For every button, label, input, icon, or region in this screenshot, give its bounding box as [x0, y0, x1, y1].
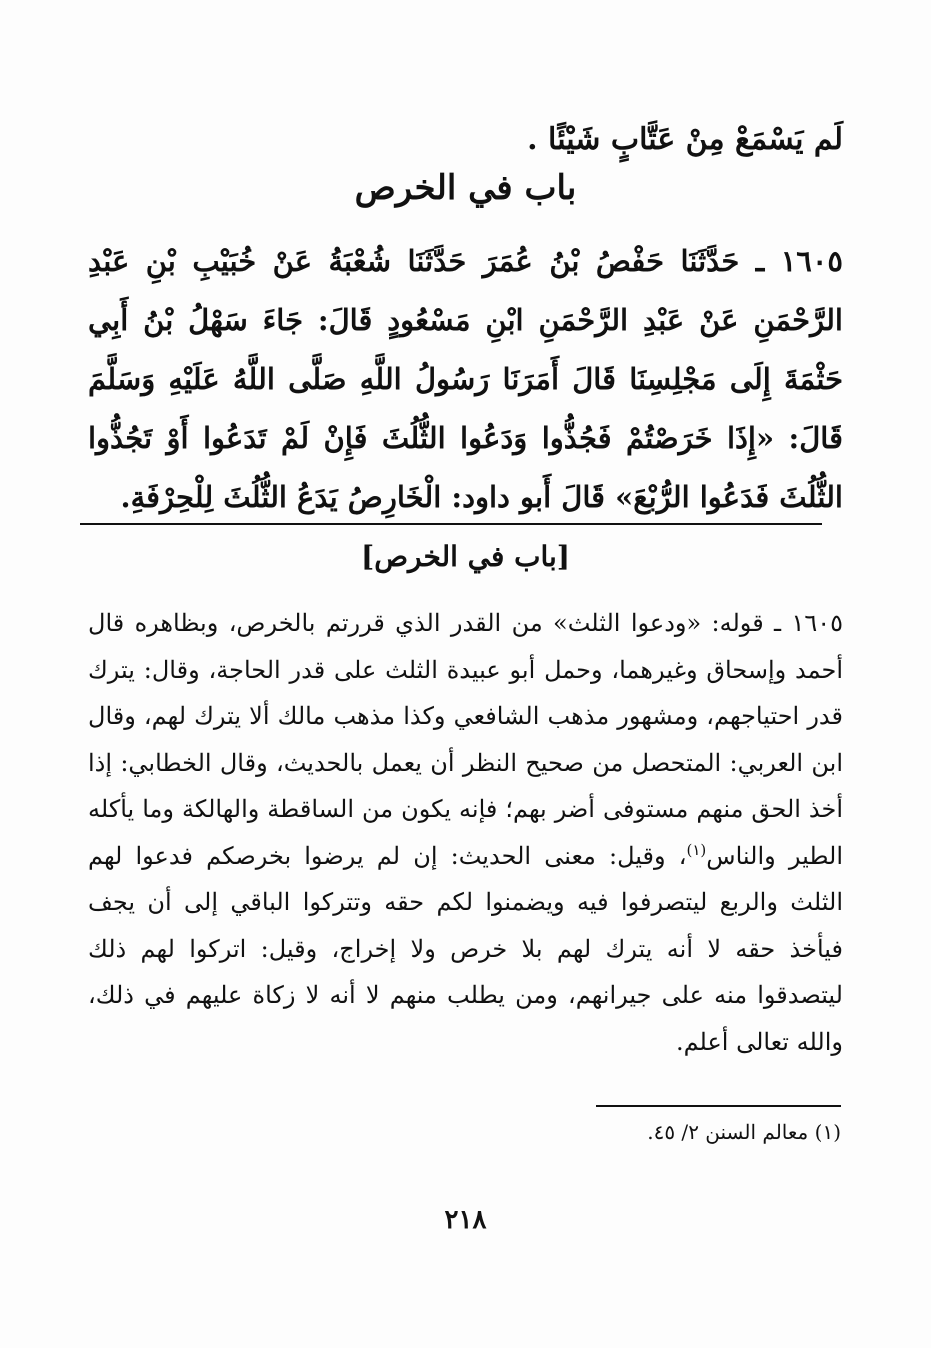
page-number: ٢١٨ — [444, 1205, 487, 1235]
chapter-heading: باب في الخرص — [354, 168, 577, 208]
footnote-reference: (١) — [686, 840, 707, 859]
commentary-heading: [باب في الخرص] — [360, 540, 571, 573]
continuation-line: لَم يَسْمَعْ مِنْ عَتَّابٍ شَيْئًا . — [527, 122, 843, 157]
commentary-text-part2: ، وقيل: معنى الحديث: إن لم يرضوا بخرصكم فدعوا لهم الثلث والربع ليتصرفوا فيه ويضمنوا لكم حقه وتتركوا الباقي إلى أن يجف فيأخذ حقه لا أنه يترك لهم بلا خرص ولا إخراج، وقيل: اتركوا لهم ذلك ليتصدقوا منه على جيرانهم، ومن يطلب منهم لا أنه لا زكاة عليهم في ذلك، والله تعالى أعلم. — [88, 841, 843, 1056]
footnote: (١) معالم السنن ٢/ ٤٥. — [647, 1120, 841, 1144]
footnote-divider — [596, 1105, 841, 1107]
hadith-text-block — [88, 232, 843, 527]
commentary-text-part1: ١٦٠٥ ـ قوله: «ودعوا الثلث» من القدر الذي قررتم بالخرص، وبظاهره قال أحمد وإسحاق وغيرهما، وحمل أبو عبيدة الثلث على قدر الحاجة، وقال: يترك قدر احتياجهم، ومشهور مذهب الشافعي وكذا مذهب مالك ألا يترك لهم، وقال ابن العربي: المتحصل من صحيح النظر أن يعمل بالحديث، وقال الخطابي: إذا أخذ الحق منهم مستوفى أضر بهم؛ فإنه يكون من الساقطة والهالكة وما يأكله الطير والناس — [88, 609, 844, 870]
commentary-block — [88, 600, 843, 1065]
section-divider — [80, 523, 822, 525]
hadith-text: ١٦٠٥ ـ حَدَّثَنَا حَفْصُ بْنُ عُمَرَ حَدَّثَنَا شُعْبَةُ عَنْ خُبَيْبِ بْنِ عَبْدِ الرَّحْمَنِ عَنْ عَبْدِ الرَّحْمَنِ ابْنِ مَسْعُودٍ قَالَ: جَاءَ سَهْلُ بْنُ أَبِي حَثْمَةَ إِلَى مَجْلِسِنَا قَالَ أَمَرَنَا رَسُولُ اللَّهِ صَلَّى اللَّهُ عَلَيْهِ وَسَلَّمَ قَالَ: «إِذَا خَرَصْتُمْ فَجُذُّوا وَدَعُوا الثُّلُثَ فَإِنْ لَمْ تَدَعُوا أَوْ تَجُذُّوا الثُّلُثَ فَدَعُوا الرُّبْعَ» قَالَ أَبو داود: الْخَارِصُ يَدَعُ الثُّلُثَ لِلْحِرْفَةِ. — [88, 244, 843, 514]
commentary-paragraph — [88, 600, 843, 1065]
